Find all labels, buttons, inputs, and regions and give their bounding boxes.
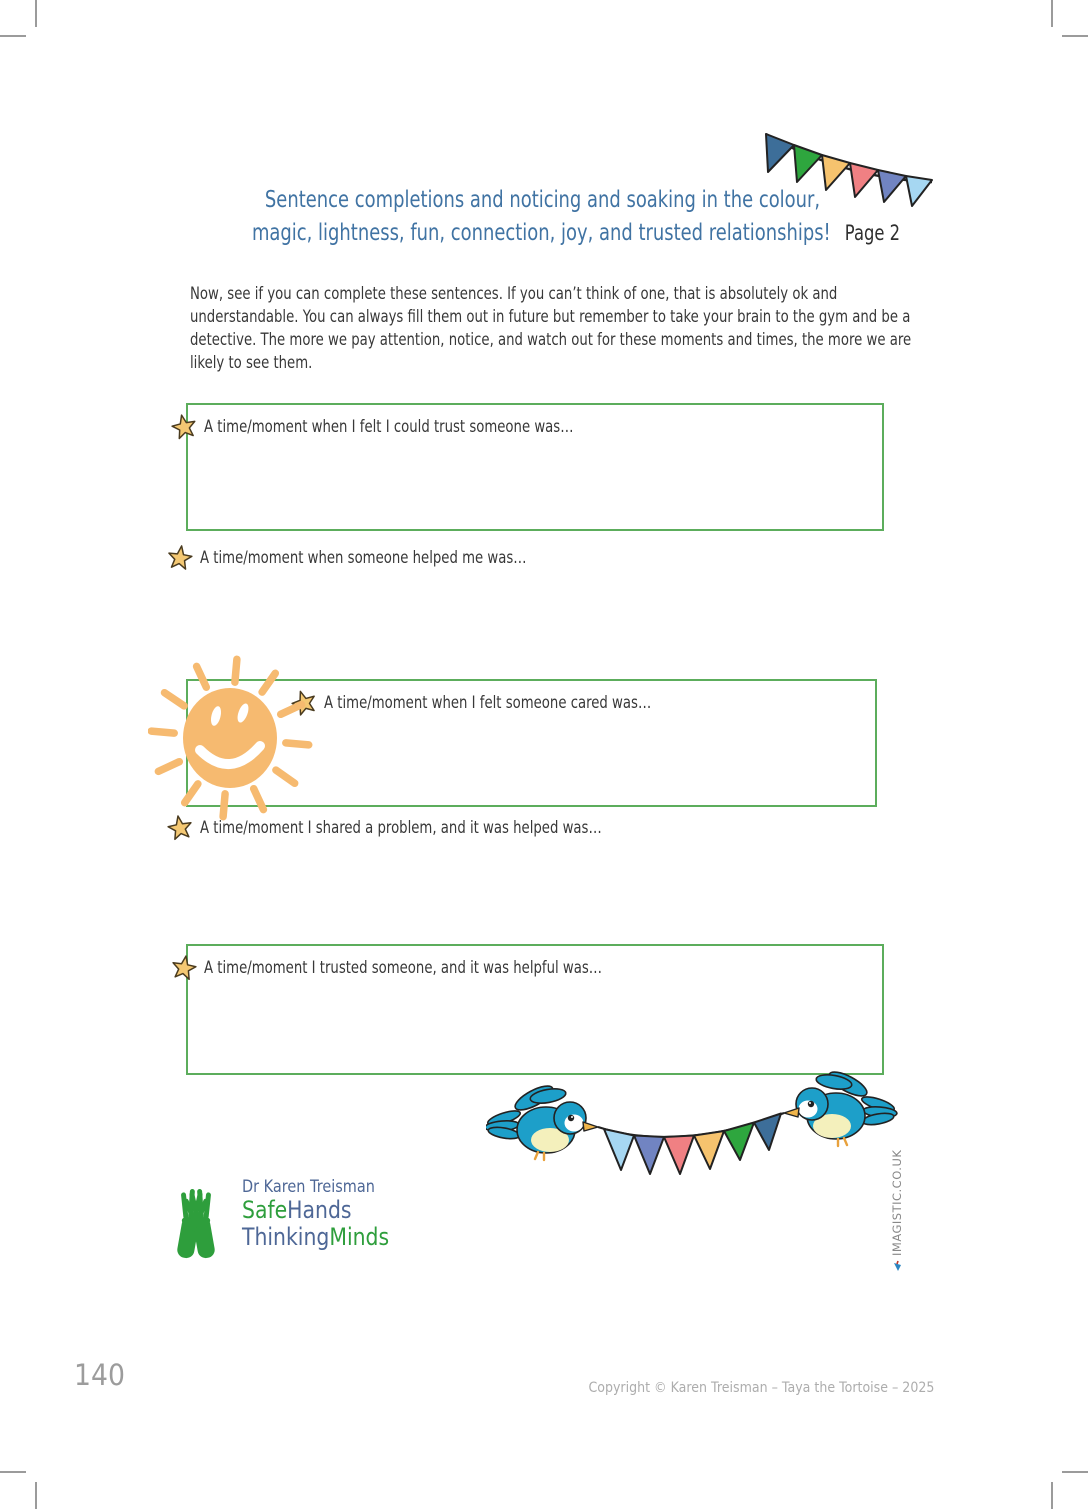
prompt-text: A time/moment I shared a problem, and it was helped was… — [200, 818, 602, 838]
prompt-row — [170, 956, 714, 985]
answer-box-trust-someone[interactable] — [186, 403, 884, 531]
bunting-birds-illustration — [486, 1066, 898, 1192]
prompt-text: A time/moment when I felt someone cared was… — [324, 693, 652, 713]
prompt-text: A time/moment when someone helped me was… — [200, 548, 527, 568]
logo-text — [242, 1178, 389, 1251]
crop-mark-bottom-right-v — [1051, 1482, 1053, 1509]
sun-icon — [148, 654, 318, 824]
prompt-text: A time/moment when I felt I could trust someone was… — [204, 417, 574, 437]
title-line1: Sentence completions and noticing and soaking in the colour, — [264, 187, 821, 213]
page-title — [251, 184, 901, 251]
prompt-row — [290, 691, 744, 720]
logo — [160, 1178, 415, 1266]
logo-safe: Safe — [242, 1196, 288, 1225]
crop-mark-top-right-v — [1051, 0, 1053, 27]
copyright-text: Copyright © Karen Treisman – Taya the Tortoise – 2025 — [588, 1380, 934, 1396]
page-number: 140 — [74, 1358, 125, 1392]
logo-line2 — [242, 1197, 389, 1224]
prompt-row — [166, 546, 619, 575]
intro-paragraph: Now, see if you can complete these sentences. If you can’t think of one, that is absolutely ok and understandable. You can always fill them out in future but remember to take your brain to the gym and be a detective. The more we pay attention, notice, and watch out for these moments and times, the more we are likely to see them. — [190, 284, 912, 373]
logo-hands-icon — [160, 1178, 232, 1266]
crop-mark-top-left-v — [35, 0, 37, 27]
crop-mark-top-left-h — [0, 35, 26, 37]
crop-mark-bottom-right-h — [1062, 1471, 1088, 1473]
logo-hands: Hands — [287, 1196, 352, 1225]
sun-illustration — [148, 654, 318, 828]
logo-line1: Dr Karen Treisman — [242, 1177, 375, 1197]
logo-line3 — [242, 1224, 389, 1251]
prompt-text: A time/moment I trusted someone, and it was helpful was… — [204, 958, 603, 978]
page-label: Page 2 — [844, 221, 901, 246]
title-line2: magic, lightness, fun, connection, joy, and trusted relationships! — [251, 220, 831, 247]
crop-mark-top-right-h — [1062, 35, 1088, 37]
answer-box-trusted-helpful[interactable] — [186, 944, 884, 1075]
star-icon — [170, 413, 198, 444]
birds-bunting-icon — [486, 1066, 898, 1188]
watermark-bird-icon — [892, 1260, 903, 1272]
watermark-text: IMAGISTIC.CO.UK — [890, 1149, 904, 1256]
crop-mark-bottom-left-h — [0, 1471, 26, 1473]
prompt-row — [170, 415, 678, 444]
crop-mark-bottom-left-v — [35, 1482, 37, 1509]
bird-left-icon — [486, 1082, 598, 1160]
star-icon — [170, 954, 198, 985]
logo-thinking: Thinking — [242, 1222, 330, 1251]
logo-minds: Minds — [329, 1222, 390, 1251]
bird-right-icon — [784, 1068, 897, 1146]
star-icon — [166, 544, 194, 575]
